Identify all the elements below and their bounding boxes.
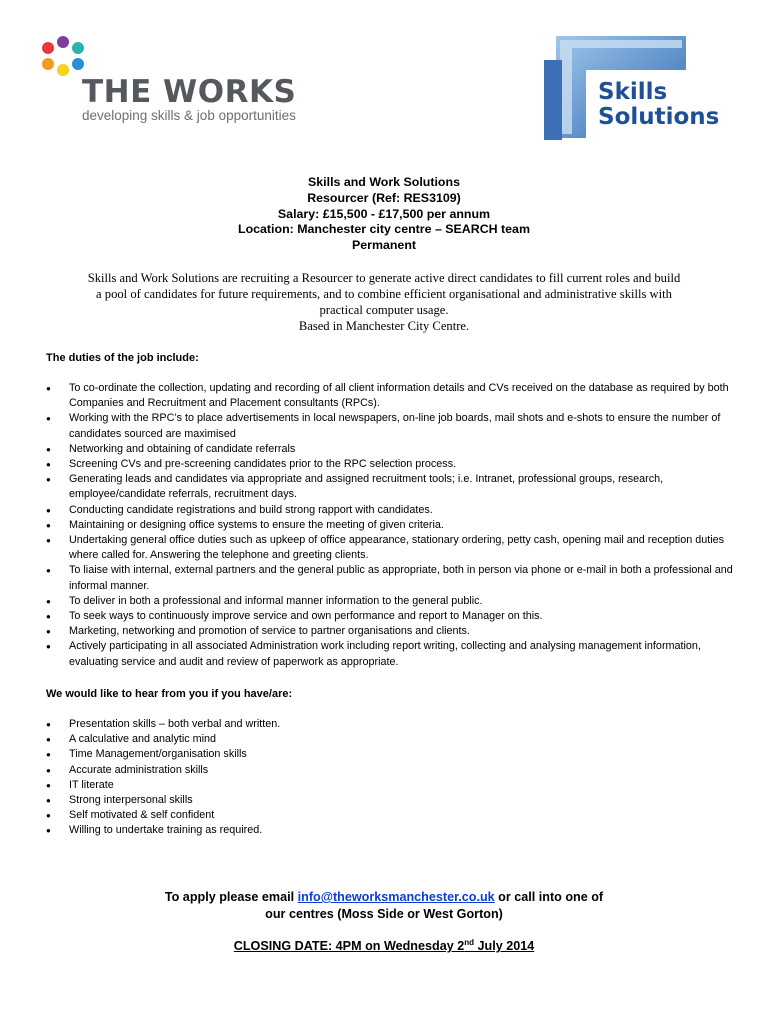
list-item: ● Self motivated & self confident: [46, 808, 736, 823]
job-type: Permanent: [351, 238, 417, 253]
skills-solutions-wordmark: Skills Solutions: [598, 79, 720, 130]
list-item: ● Conducting candidate registrations and build strong rapport with candidates.: [46, 503, 736, 518]
list-item: ● Working with the RPC’s to place advertisements in local newspapers, on-line job boards, mail shots and e-shots to ensure the number of candidates sourced are maximised: [46, 411, 736, 441]
list-item: ● Screening CVs and pre-screening candidates prior to the RPC selection process.: [46, 457, 736, 472]
list-item: ● To co-ordinate the collection, updating and recording of all client information details and CVs received on the database as required by both Companies and Recruitment and Placement consultants (RPCs).: [46, 381, 736, 411]
requirements-heading: We would like to hear from you if you have/are:: [46, 688, 293, 700]
list-item: ● Maintaining or designing office systems to ensure the meeting of given criteria.: [46, 518, 736, 533]
closing-date: CLOSING DATE: 4PM on Wednesday 2nd July 2014: [233, 938, 535, 954]
job-location: Location: Manchester city centre – SEARCH team: [238, 222, 530, 237]
apply-centres: our centres (Moss Side or West Gorton): [265, 907, 503, 921]
requirements-list: [46, 717, 736, 839]
list-item: ● IT literate: [46, 778, 736, 793]
job-role: Resourcer (Ref: RES3109): [307, 190, 461, 205]
list-item: ● Marketing, networking and promotion of service to partner organisations and clients.: [46, 624, 736, 639]
duties-list: [46, 381, 736, 670]
list-item: ● A calculative and analytic mind: [46, 732, 736, 747]
list-item: ● Generating leads and candidates via appropriate and assigned recruitment tools; i.e. Intranet, professional groups, research, employee/candidate referrals, recruitment days.: [46, 472, 736, 502]
apply-section: To apply please email info@theworksmanchester.co.uk or call into one of our centres (Moss Side or West Gorton): [0, 889, 768, 923]
email-link[interactable]: info@theworksmanchester.co.uk: [297, 890, 495, 904]
list-item: ● Networking and obtaining of candidate referrals: [46, 442, 736, 457]
list-item: ● Actively participating in all associated Administration work including report writing, collecting and analysing management information, evaluating service and audit and review of paperwork as appropriate.: [46, 639, 736, 669]
works-tagline: developing skills & job opportunities: [82, 108, 296, 123]
intro-paragraph: Skills and Work Solutions are recruiting a Resourcer to generate active direct candidates to fill current roles and build a pool of candidates for future requirements, and to combine efficient organisational and administrative skills with practical computer usage. Based in Manchester City Centre.: [87, 271, 681, 333]
duties-heading: The duties of the job include:: [46, 352, 199, 364]
list-item: ● Strong interpersonal skills: [46, 793, 736, 808]
list-item: ● To liaise with internal, external partners and the general public as appropriate, both in person via phone or e-mail in both a professional and informal manner.: [46, 563, 736, 593]
skills-solutions-logo: [536, 30, 736, 146]
company-name: Skills and Work Solutions: [308, 175, 460, 189]
the-works-logo: [38, 34, 308, 124]
list-item: ● Presentation skills – both verbal and written.: [46, 717, 736, 732]
list-item: ● Accurate administration skills: [46, 763, 736, 778]
job-header: [0, 175, 768, 254]
job-salary: Salary: £15,500 - £17,500 per annum: [277, 206, 491, 221]
list-item: ● To seek ways to continuously improve service and own performance and report to Manager on this.: [46, 609, 736, 624]
list-item: ● Undertaking general office duties such as upkeep of office appearance, stationary ordering, petty cash, opening mail and reception duties where called for. Answering the telephone and greeting clients.: [46, 533, 736, 563]
works-title: THE WORKS: [82, 74, 297, 110]
list-item: ● To deliver in both a professional and informal manner information to the general public.: [46, 594, 736, 609]
list-item: ● Willing to undertake training as required.: [46, 823, 736, 838]
list-item: ● Time Management/organisation skills: [46, 747, 736, 762]
